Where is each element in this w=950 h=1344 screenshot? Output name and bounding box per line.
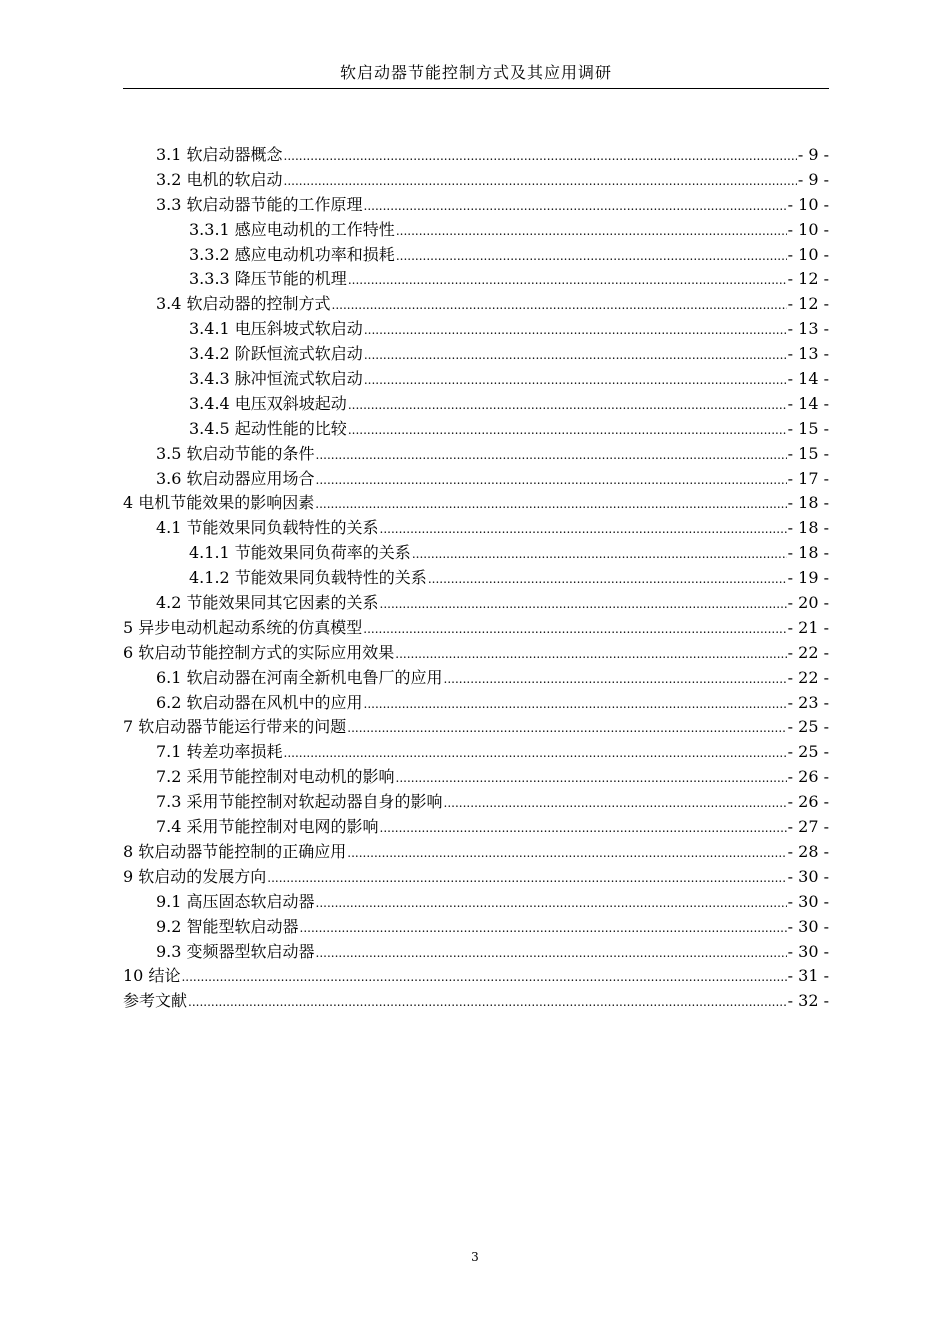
toc-entry-title: 4.1.1 节能效果同负荷率的关系 [189, 543, 411, 563]
table-of-contents [123, 143, 829, 1014]
toc-entry[interactable] [123, 715, 829, 740]
toc-entry-page: - 14 - [787, 369, 829, 389]
toc-dot-leader [347, 716, 786, 740]
toc-entry[interactable] [123, 442, 829, 467]
toc-entry[interactable] [123, 516, 829, 541]
toc-entry-page: - 32 - [787, 991, 829, 1011]
toc-entry[interactable] [123, 790, 829, 815]
toc-entry-title: 3.6 软启动器应用场合 [156, 468, 315, 488]
toc-entry-page: - 10 - [787, 219, 829, 239]
toc-dot-leader [412, 542, 787, 566]
toc-entry-title: 9 软启动的发展方向 [123, 866, 267, 886]
toc-entry[interactable] [123, 243, 829, 268]
toc-entry-title: 4.1.2 节能效果同负载特性的关系 [189, 568, 427, 588]
toc-entry-page: - 18 - [787, 518, 829, 538]
toc-entry-title: 4 电机节能效果的影响因素 [123, 493, 315, 513]
toc-entry[interactable] [123, 317, 829, 342]
toc-entry-title: 6 软启动节能控制方式的实际应用效果 [123, 642, 395, 662]
toc-entry-title: 6.2 软启动器在风机中的应用 [156, 692, 363, 712]
toc-entry-title: 3.4.1 电压斜坡式软启动 [189, 319, 363, 339]
toc-entry-page: - 30 - [787, 941, 829, 961]
toc-entry-page: - 26 - [787, 792, 829, 812]
toc-entry-title: 3.4.3 脉冲恒流式软启动 [189, 369, 363, 389]
toc-dot-leader [444, 667, 787, 691]
toc-dot-leader [396, 244, 787, 268]
toc-dot-leader [396, 766, 787, 790]
toc-entry-title: 3.4 软启动器的控制方式 [156, 294, 331, 314]
toc-dot-leader [380, 592, 787, 616]
toc-dot-leader [300, 916, 787, 940]
toc-entry[interactable] [123, 168, 829, 193]
toc-entry-page: - 12 - [787, 269, 829, 289]
toc-entry[interactable] [123, 989, 829, 1014]
toc-entry-page: - 13 - [787, 344, 829, 364]
toc-dot-leader [284, 169, 797, 193]
toc-entry-title: 4.1 节能效果同负载特性的关系 [156, 518, 379, 538]
toc-entry-title: 3.3.3 降压节能的机理 [189, 269, 347, 289]
toc-entry[interactable] [123, 616, 829, 641]
page-number: 3 [471, 1250, 479, 1264]
toc-entry-title: 3.4.2 阶跃恒流式软启动 [189, 344, 363, 364]
toc-dot-leader [380, 517, 787, 541]
toc-dot-leader [363, 617, 786, 641]
toc-entry[interactable] [123, 940, 829, 965]
toc-entry[interactable] [123, 218, 829, 243]
toc-entry[interactable] [123, 342, 829, 367]
toc-entry-title: 7.1 转差功率损耗 [156, 742, 283, 762]
toc-entry-title: 7.3 采用节能控制对软起动器自身的影响 [156, 792, 443, 812]
toc-entry[interactable] [123, 367, 829, 392]
toc-dot-leader [267, 866, 786, 890]
toc-entry[interactable] [123, 267, 829, 292]
toc-entry[interactable] [123, 765, 829, 790]
toc-entry-page: - 17 - [787, 468, 829, 488]
toc-entry-title: 9.3 变频器型软启动器 [156, 941, 315, 961]
toc-dot-leader [395, 642, 786, 666]
toc-entry-title: 3.5 软启动节能的条件 [156, 443, 315, 463]
toc-entry-title: 4.2 节能效果同其它因素的关系 [156, 593, 379, 613]
toc-entry-page: - 19 - [787, 568, 829, 588]
toc-entry[interactable] [123, 815, 829, 840]
toc-dot-leader [444, 791, 787, 815]
toc-entry[interactable] [123, 566, 829, 591]
toc-entry[interactable] [123, 541, 829, 566]
toc-entry-page: - 10 - [787, 244, 829, 264]
toc-dot-leader [348, 393, 787, 417]
toc-entry-page: - 22 - [787, 667, 829, 687]
toc-entry[interactable] [123, 865, 829, 890]
toc-entry-page: - 9 - [797, 145, 829, 164]
toc-entry-title: 3.2 电机的软启动 [156, 169, 283, 189]
toc-entry[interactable] [123, 666, 829, 691]
toc-entry[interactable] [123, 840, 829, 865]
toc-entry-page: - 10 - [787, 194, 829, 214]
toc-entry[interactable] [123, 890, 829, 915]
running-header-title: 软启动器节能控制方式及其应用调研 [339, 63, 612, 82]
toc-entry-title: 3.3.1 感应电动机的工作特性 [189, 219, 395, 239]
toc-dot-leader [364, 368, 787, 392]
toc-entry-title: 9.2 智能型软启动器 [156, 916, 299, 936]
toc-dot-leader [396, 219, 787, 243]
toc-entry[interactable] [123, 193, 829, 218]
toc-entry[interactable] [123, 915, 829, 940]
toc-dot-leader [364, 318, 787, 342]
toc-entry-page: - 18 - [787, 543, 829, 563]
toc-entry-title: 3.3.2 感应电动机功率和损耗 [189, 244, 395, 264]
toc-entry[interactable] [123, 964, 829, 989]
toc-entry[interactable] [123, 491, 829, 516]
toc-entry[interactable] [123, 392, 829, 417]
toc-entry-title: 3.4.4 电压双斜坡起动 [189, 393, 347, 413]
toc-entry-page: - 30 - [787, 916, 829, 936]
toc-entry-title: 3.3 软启动器节能的工作原理 [156, 194, 363, 214]
toc-entry-title: 3.4.5 起动性能的比较 [189, 418, 347, 438]
toc-entry-title: 6.1 软启动器在河南全新机电鲁厂的应用 [156, 667, 443, 687]
toc-entry[interactable] [123, 691, 829, 716]
toc-entry-page: - 15 - [787, 443, 829, 463]
toc-entry-page: - 14 - [787, 393, 829, 413]
toc-dot-leader [316, 443, 787, 467]
toc-entry-page: - 27 - [787, 817, 829, 837]
toc-entry-title: 7.4 采用节能控制对电网的影响 [156, 817, 379, 837]
toc-entry-title: 8 软启动器节能控制的正确应用 [123, 841, 347, 861]
toc-entry-page: - 12 - [787, 294, 829, 314]
toc-entry-title: 参考文献 [123, 991, 188, 1011]
toc-entry-page: - 9 - [797, 169, 829, 189]
toc-dot-leader [284, 144, 797, 168]
toc-entry-page: - 31 - [787, 966, 829, 986]
toc-entry-page: - 18 - [787, 493, 829, 513]
toc-dot-leader [181, 965, 786, 989]
toc-entry[interactable] [123, 591, 829, 616]
toc-dot-leader [316, 941, 787, 965]
toc-entry-page: - 26 - [787, 767, 829, 787]
toc-entry-page: - 21 - [787, 617, 829, 637]
toc-entry-page: - 22 - [787, 642, 829, 662]
toc-entry-title: 3.1 软启动器概念 [156, 145, 283, 164]
toc-entry-page: - 25 - [787, 742, 829, 762]
toc-dot-leader [364, 343, 787, 367]
toc-entry[interactable] [123, 740, 829, 765]
toc-entry[interactable] [123, 292, 829, 317]
toc-entry-page: - 30 - [787, 891, 829, 911]
toc-entry[interactable] [123, 143, 829, 168]
toc-entry[interactable] [123, 467, 829, 492]
toc-entry-page: - 23 - [787, 692, 829, 712]
toc-entry-page: - 15 - [787, 418, 829, 438]
toc-dot-leader [380, 816, 787, 840]
toc-dot-leader [315, 492, 786, 516]
toc-dot-leader [348, 268, 787, 292]
toc-entry-title: 10 结论 [123, 966, 181, 986]
toc-entry[interactable] [123, 641, 829, 666]
toc-entry-page: - 13 - [787, 319, 829, 339]
toc-entry-page: - 20 - [787, 593, 829, 613]
toc-dot-leader [348, 418, 787, 442]
header-rule [123, 88, 829, 89]
toc-entry-page: - 25 - [787, 717, 829, 737]
toc-dot-leader [316, 891, 787, 915]
toc-entry[interactable] [123, 417, 829, 442]
toc-dot-leader [332, 293, 787, 317]
toc-entry-page: - 30 - [787, 866, 829, 886]
toc-entry-title: 9.1 高压固态软启动器 [156, 891, 315, 911]
toc-entry-title: 7 软启动器节能运行带来的问题 [123, 717, 347, 737]
toc-entry-title: 5 异步电动机起动系统的仿真模型 [123, 617, 363, 637]
toc-dot-leader [364, 692, 787, 716]
toc-dot-leader [188, 990, 787, 1014]
toc-dot-leader [347, 841, 786, 865]
toc-dot-leader [284, 741, 787, 765]
toc-entry-title: 7.2 采用节能控制对电动机的影响 [156, 767, 395, 787]
toc-dot-leader [364, 194, 787, 218]
toc-dot-leader [428, 567, 787, 591]
toc-entry-page: - 28 - [787, 841, 829, 861]
toc-dot-leader [316, 468, 787, 492]
